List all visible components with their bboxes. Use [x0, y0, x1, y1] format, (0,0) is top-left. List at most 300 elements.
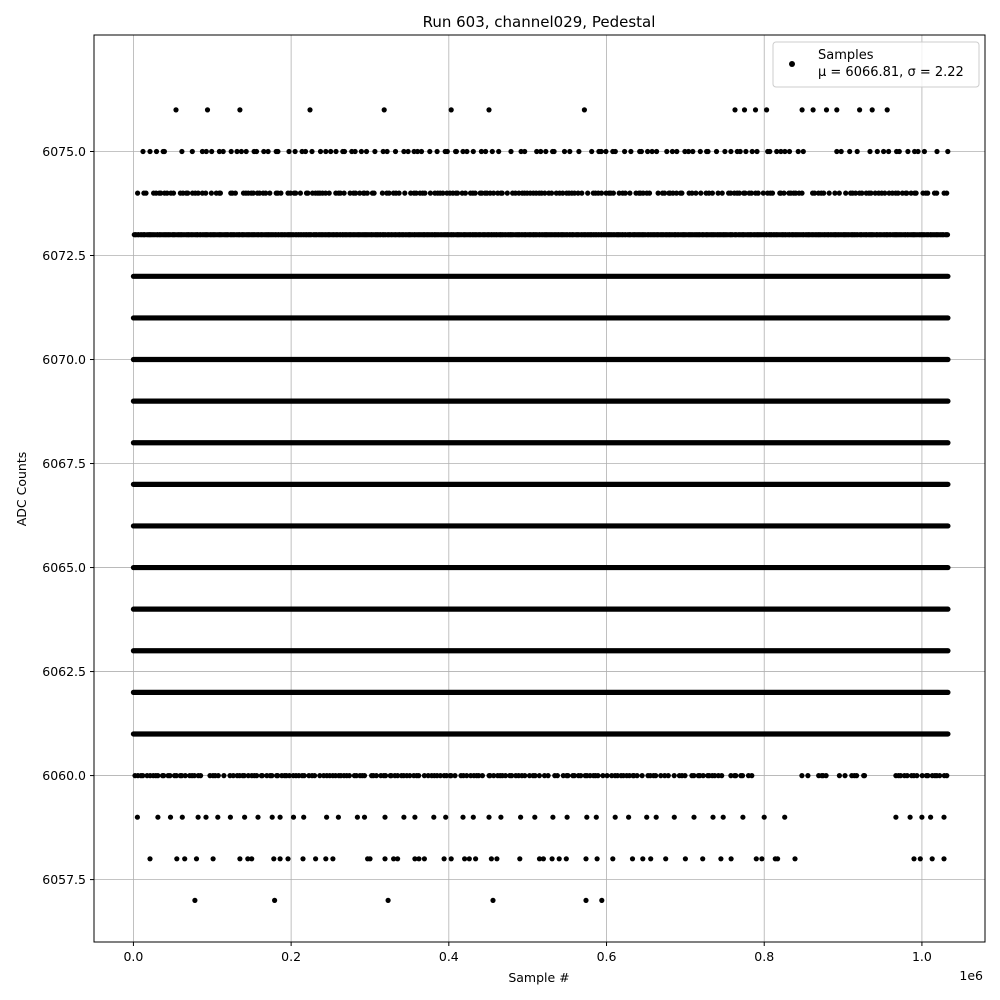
- sample-point: [313, 856, 318, 861]
- sample-point: [416, 856, 421, 861]
- sample-point: [401, 815, 406, 820]
- sample-point: [944, 773, 949, 778]
- sample-point: [605, 773, 610, 778]
- sample-point: [922, 149, 927, 154]
- sample-point: [705, 149, 710, 154]
- sample-point: [278, 815, 283, 820]
- sample-point: [182, 856, 187, 861]
- sample-point: [179, 149, 184, 154]
- sample-point: [271, 856, 276, 861]
- sample-point: [312, 773, 317, 778]
- sample-point: [567, 149, 572, 154]
- sample-point: [690, 149, 695, 154]
- sample-point: [595, 773, 600, 778]
- sample-point: [496, 149, 501, 154]
- sample-point: [589, 149, 594, 154]
- sample-point: [934, 191, 939, 196]
- x-tick-label: 0.2: [281, 949, 302, 964]
- sample-point: [155, 773, 160, 778]
- y-tick-label: 6070.0: [42, 352, 86, 368]
- sample-point: [682, 773, 687, 778]
- sample-point: [738, 149, 743, 154]
- sample-point: [881, 149, 886, 154]
- sample-point: [854, 773, 859, 778]
- sample-point: [154, 149, 159, 154]
- sample-point: [937, 773, 942, 778]
- sample-point: [347, 773, 352, 778]
- sample-point: [799, 773, 804, 778]
- sample-point: [639, 149, 644, 154]
- sample-point: [233, 191, 238, 196]
- sample-point: [147, 856, 152, 861]
- sample-point: [905, 149, 910, 154]
- sample-point: [728, 149, 733, 154]
- sample-point: [811, 107, 816, 112]
- sample-point: [648, 856, 653, 861]
- sample-point: [729, 856, 734, 861]
- sample-point: [700, 856, 705, 861]
- y-tick-label: 6075.0: [42, 143, 86, 159]
- sample-point: [762, 815, 767, 820]
- sample-point: [498, 815, 503, 820]
- sample-point: [742, 107, 747, 112]
- sample-point: [367, 856, 372, 861]
- y-tick-label: 6065.0: [42, 560, 86, 576]
- sample-point: [610, 856, 615, 861]
- chart-title: Run 603, channel029, Pedestal: [422, 13, 656, 31]
- legend-label-line2: μ = 6066.81, σ = 2.22: [818, 65, 964, 80]
- sample-point: [862, 773, 867, 778]
- sample-point: [764, 107, 769, 112]
- sample-point: [799, 191, 804, 196]
- sample-point: [155, 815, 160, 820]
- sample-point: [460, 815, 465, 820]
- sample-point: [517, 856, 522, 861]
- sample-point: [254, 773, 259, 778]
- sample-point: [209, 191, 214, 196]
- sample-point: [244, 149, 249, 154]
- sample-point: [885, 107, 890, 112]
- sample-point: [867, 149, 872, 154]
- sample-point: [941, 815, 946, 820]
- sample-point: [209, 149, 214, 154]
- sample-point: [382, 815, 387, 820]
- sample-point: [362, 773, 367, 778]
- sample-point: [698, 149, 703, 154]
- sample-point: [422, 191, 427, 196]
- sample-point: [594, 815, 599, 820]
- sample-point: [640, 856, 645, 861]
- sample-point: [135, 815, 140, 820]
- sample-point: [307, 107, 312, 112]
- sample-point: [550, 856, 555, 861]
- sample-point: [918, 856, 923, 861]
- x-axis-label: Sample #: [508, 970, 570, 985]
- sample-point: [435, 149, 440, 154]
- sample-point: [518, 815, 523, 820]
- sample-point: [732, 107, 737, 112]
- sample-point: [754, 856, 759, 861]
- sample-point: [664, 149, 669, 154]
- sample-point: [480, 773, 485, 778]
- sample-point: [824, 773, 829, 778]
- sample-point: [167, 773, 172, 778]
- sample-point: [443, 815, 448, 820]
- sample-point: [787, 149, 792, 154]
- sample-point: [228, 815, 233, 820]
- y-tick-label: 6067.5: [42, 456, 86, 472]
- sample-point: [543, 149, 548, 154]
- sample-point: [305, 191, 310, 196]
- sample-point: [565, 815, 570, 820]
- x-tick-label: 0.6: [596, 949, 617, 964]
- sample-point: [205, 107, 210, 112]
- sample-point: [500, 191, 505, 196]
- y-tick-label: 6062.5: [42, 664, 86, 680]
- sample-point: [198, 773, 203, 778]
- sample-point: [603, 149, 608, 154]
- sample-point: [427, 149, 432, 154]
- sample-point: [740, 773, 745, 778]
- sample-point: [782, 815, 787, 820]
- sample-point: [330, 856, 335, 861]
- sample-point: [944, 191, 949, 196]
- sample-point: [286, 149, 291, 154]
- sample-point: [870, 107, 875, 112]
- sample-point: [701, 773, 706, 778]
- sample-point: [749, 773, 754, 778]
- sample-point: [267, 191, 272, 196]
- sample-point: [647, 191, 652, 196]
- x-tick-label: 0.8: [754, 949, 775, 964]
- sample-point: [855, 149, 860, 154]
- sample-point: [733, 773, 738, 778]
- sample-point: [753, 107, 758, 112]
- sample-point: [463, 191, 468, 196]
- sample-point: [654, 149, 659, 154]
- sample-point: [672, 773, 677, 778]
- sample-point: [650, 149, 655, 154]
- sample-point: [644, 815, 649, 820]
- legend-marker: [789, 61, 795, 67]
- sample-point: [486, 815, 491, 820]
- sample-point: [800, 107, 805, 112]
- sample-point: [549, 191, 554, 196]
- sample-point: [611, 191, 616, 196]
- sample-point: [613, 149, 618, 154]
- sample-point: [622, 149, 627, 154]
- sample-point: [930, 856, 935, 861]
- sample-point: [842, 773, 847, 778]
- sample-point: [626, 815, 631, 820]
- sample-point: [278, 191, 283, 196]
- y-axis-label: ADC Counts: [14, 451, 29, 527]
- sample-point: [599, 191, 604, 196]
- sample-point: [328, 149, 333, 154]
- sample-point: [630, 856, 635, 861]
- sample-point: [365, 191, 370, 196]
- sample-point: [623, 191, 628, 196]
- sample-point: [270, 815, 275, 820]
- sample-point: [490, 898, 495, 903]
- sample-point: [613, 815, 618, 820]
- sample-point: [473, 856, 478, 861]
- sample-point: [915, 149, 920, 154]
- sample-point: [627, 191, 632, 196]
- sample-point: [537, 773, 542, 778]
- sample-point: [934, 149, 939, 154]
- sample-point: [393, 149, 398, 154]
- sample-point: [759, 856, 764, 861]
- y-tick-label: 6060.0: [42, 768, 86, 784]
- sample-point: [242, 815, 247, 820]
- sample-point: [362, 815, 367, 820]
- sample-point: [266, 149, 271, 154]
- sample-point: [666, 773, 671, 778]
- sample-point: [821, 191, 826, 196]
- sample-point: [756, 191, 761, 196]
- sample-point: [893, 815, 898, 820]
- sample-point: [847, 149, 852, 154]
- sample-point: [489, 856, 494, 861]
- sample-point: [422, 856, 427, 861]
- sample-point: [455, 191, 460, 196]
- sample-point: [839, 149, 844, 154]
- sample-point: [552, 149, 557, 154]
- sample-point: [875, 149, 880, 154]
- sample-point: [754, 149, 759, 154]
- sample-point: [239, 149, 244, 154]
- sample-point: [272, 898, 277, 903]
- sample-point: [412, 815, 417, 820]
- sample-point: [582, 107, 587, 112]
- sample-point: [336, 815, 341, 820]
- sample-point: [635, 773, 640, 778]
- sample-point: [691, 815, 696, 820]
- sample-point: [628, 149, 633, 154]
- sample-point: [269, 773, 274, 778]
- sample-point: [353, 149, 358, 154]
- sample-point: [254, 149, 259, 154]
- sample-point: [886, 149, 891, 154]
- sample-point: [945, 149, 950, 154]
- sample-point: [383, 773, 388, 778]
- sample-point: [490, 149, 495, 154]
- sample-point: [538, 149, 543, 154]
- sample-point: [249, 856, 254, 861]
- sample-point: [260, 773, 265, 778]
- sample-point: [452, 773, 457, 778]
- sample-point: [303, 149, 308, 154]
- sample-point: [532, 815, 537, 820]
- sample-point: [599, 149, 604, 154]
- sample-point: [301, 815, 306, 820]
- x-tick-label: 0.4: [438, 949, 459, 964]
- sample-point: [557, 856, 562, 861]
- sample-point: [928, 815, 933, 820]
- sample-point: [576, 149, 581, 154]
- sample-point: [834, 107, 839, 112]
- sample-point: [486, 107, 491, 112]
- sample-point: [579, 191, 584, 196]
- sample-point: [454, 149, 459, 154]
- sample-point: [293, 191, 298, 196]
- x-tick-label: 1.0: [911, 949, 932, 964]
- sample-point: [945, 232, 950, 237]
- sample-point: [719, 773, 724, 778]
- sample-point: [911, 856, 916, 861]
- sample-point: [505, 191, 510, 196]
- sample-point: [300, 856, 305, 861]
- sample-point: [359, 149, 364, 154]
- sample-point: [546, 773, 551, 778]
- sample-point: [710, 815, 715, 820]
- sample-point: [147, 149, 152, 154]
- sample-point: [595, 856, 600, 861]
- sample-point: [218, 191, 223, 196]
- sample-point: [216, 773, 221, 778]
- sample-point: [185, 191, 190, 196]
- sample-point: [541, 856, 546, 861]
- sample-point: [309, 149, 314, 154]
- sample-point: [431, 815, 436, 820]
- sample-point: [693, 191, 698, 196]
- sample-point: [494, 856, 499, 861]
- sample-point: [419, 149, 424, 154]
- sample-point: [327, 191, 332, 196]
- sample-point: [462, 856, 467, 861]
- sample-point: [467, 856, 472, 861]
- sample-point: [722, 149, 727, 154]
- sample-point: [318, 149, 323, 154]
- sample-point: [275, 149, 280, 154]
- sample-point: [565, 773, 570, 778]
- sample-point: [386, 898, 391, 903]
- sample-point: [196, 815, 201, 820]
- sample-point: [174, 856, 179, 861]
- sample-point: [897, 149, 902, 154]
- sample-point: [194, 856, 199, 861]
- sample-point: [564, 856, 569, 861]
- sample-point: [211, 856, 216, 861]
- sample-point: [372, 191, 377, 196]
- sample-point: [402, 191, 407, 196]
- sample-point: [324, 815, 329, 820]
- sample-point: [473, 191, 478, 196]
- sample-point: [584, 815, 589, 820]
- sample-point: [781, 191, 786, 196]
- sample-point: [442, 856, 447, 861]
- sample-point: [293, 149, 298, 154]
- sample-point: [941, 856, 946, 861]
- sample-point: [406, 149, 411, 154]
- sample-point: [237, 107, 242, 112]
- sample-point: [770, 191, 775, 196]
- sample-point: [508, 149, 513, 154]
- sample-point: [562, 149, 567, 154]
- sample-point: [221, 149, 226, 154]
- sample-point: [914, 191, 919, 196]
- sample-point: [323, 149, 328, 154]
- sample-point: [483, 149, 488, 154]
- sample-point: [168, 815, 173, 820]
- sample-point: [522, 149, 527, 154]
- sample-point: [645, 149, 650, 154]
- sample-point: [355, 815, 360, 820]
- legend: [773, 42, 979, 87]
- sample-point: [767, 149, 772, 154]
- sample-point: [342, 149, 347, 154]
- sample-point: [672, 815, 677, 820]
- sample-point: [449, 856, 454, 861]
- sample-point: [445, 149, 450, 154]
- sample-point: [428, 191, 433, 196]
- sample-point: [654, 815, 659, 820]
- sample-point: [721, 815, 726, 820]
- sample-point: [796, 149, 801, 154]
- sample-point: [663, 856, 668, 861]
- sample-point: [674, 149, 679, 154]
- sample-point: [255, 815, 260, 820]
- sample-point: [522, 773, 527, 778]
- sample-point: [837, 773, 842, 778]
- sample-point: [824, 107, 829, 112]
- sample-point: [143, 191, 148, 196]
- sample-point: [775, 856, 780, 861]
- sample-point: [925, 191, 930, 196]
- sample-point: [782, 149, 787, 154]
- sample-point: [640, 773, 645, 778]
- sample-point: [190, 149, 195, 154]
- sample-point: [792, 856, 797, 861]
- sample-point: [278, 856, 283, 861]
- sample-point: [374, 773, 379, 778]
- sample-point: [385, 149, 390, 154]
- sample-point: [720, 191, 725, 196]
- sample-point: [740, 815, 745, 820]
- sample-point: [743, 149, 748, 154]
- sample-point: [291, 815, 296, 820]
- sample-point: [333, 149, 338, 154]
- legend-label-line1: Samples: [818, 48, 874, 63]
- sample-point: [323, 856, 328, 861]
- sample-point: [583, 856, 588, 861]
- sample-point: [750, 149, 755, 154]
- sample-point: [203, 191, 208, 196]
- sample-point: [203, 815, 208, 820]
- sample-point: [555, 773, 560, 778]
- sample-point: [397, 191, 402, 196]
- sample-point: [837, 191, 842, 196]
- sample-point: [180, 815, 185, 820]
- sample-point: [843, 191, 848, 196]
- sample-point: [599, 898, 604, 903]
- sample-point: [395, 856, 400, 861]
- sample-point: [698, 191, 703, 196]
- sample-point: [382, 107, 387, 112]
- sample-point: [135, 191, 140, 196]
- sample-point: [653, 773, 658, 778]
- sample-point: [914, 773, 919, 778]
- sample-point: [683, 856, 688, 861]
- sample-point: [908, 815, 913, 820]
- x-offset-label: 1e6: [959, 968, 983, 983]
- y-tick-label: 6072.5: [42, 248, 86, 264]
- sample-point: [550, 815, 555, 820]
- sample-point: [302, 773, 307, 778]
- sample-point: [215, 815, 220, 820]
- sample-point: [372, 149, 377, 154]
